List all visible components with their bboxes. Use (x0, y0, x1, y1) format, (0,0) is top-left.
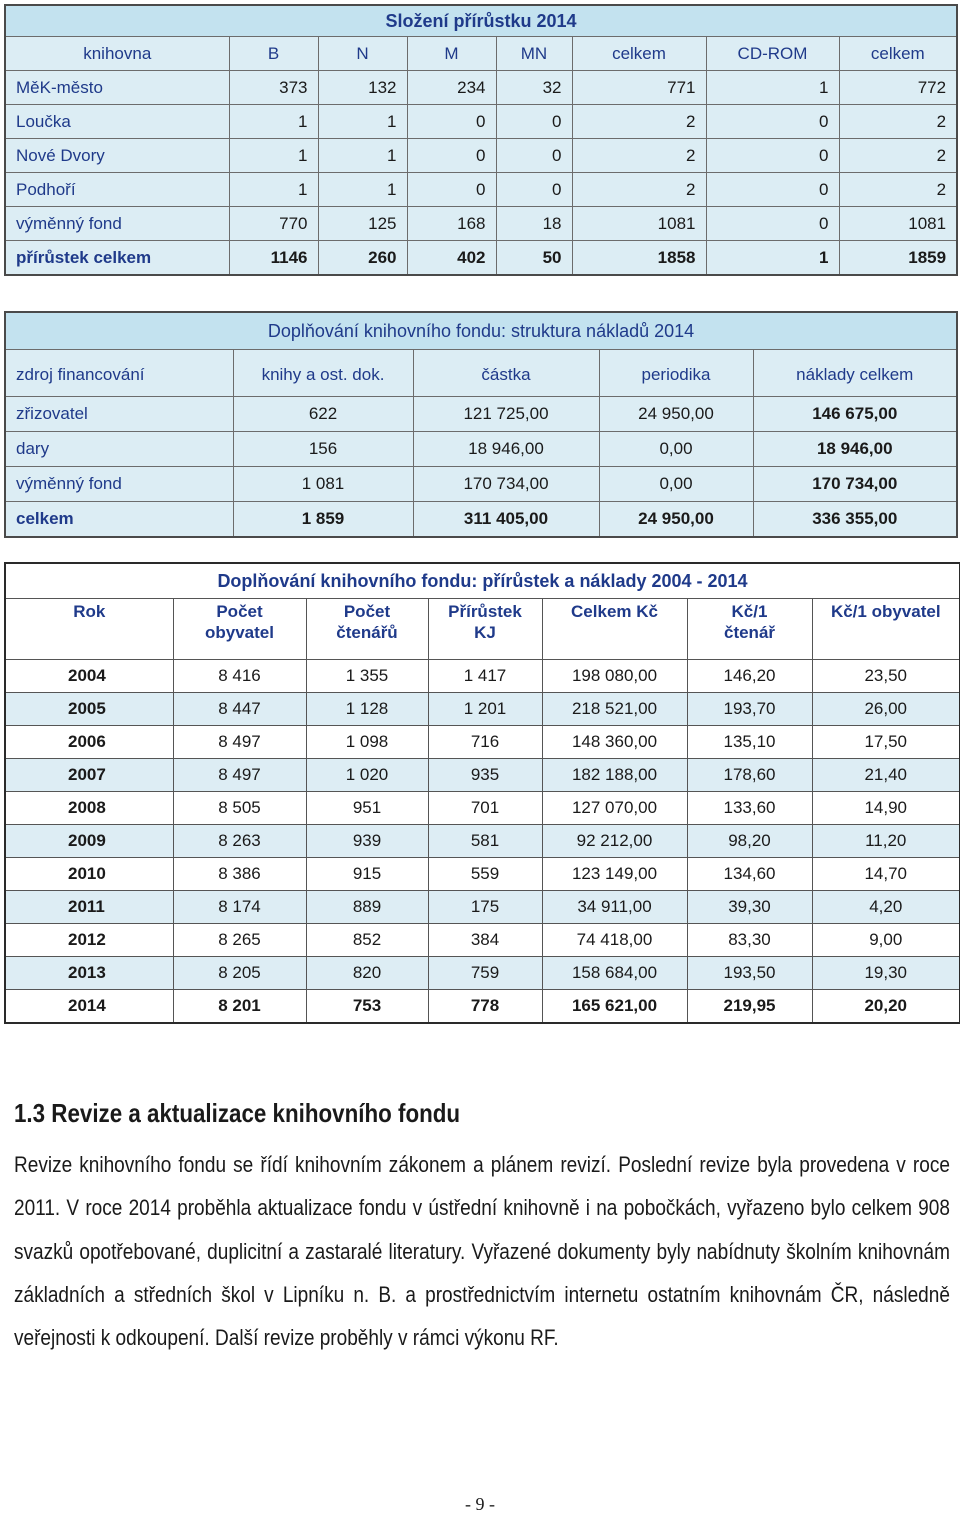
table3-header-line: obyvatel (205, 623, 274, 642)
table1-cell: 18 (496, 207, 572, 241)
table2-cell: 121 725,00 (413, 397, 599, 432)
table3-cell: 1 417 (428, 660, 542, 693)
table3-cell: 123 149,00 (542, 858, 687, 891)
table3-cell: 1 201 (428, 693, 542, 726)
table3-cell: 581 (428, 825, 542, 858)
table2-header: knihy a ost. dok. (233, 350, 413, 397)
table1-cell: 0 (706, 105, 839, 139)
table3-header (306, 599, 428, 660)
table3-cell: 19,30 (812, 957, 960, 990)
table-total-row (5, 990, 960, 1024)
table1-cell: 1859 (839, 241, 957, 276)
table3-cell: 198 080,00 (542, 660, 687, 693)
table-row (5, 173, 957, 207)
table1-cell: 50 (496, 241, 572, 276)
table2-cell: 311 405,00 (413, 502, 599, 538)
table1-cell: 1146 (229, 241, 318, 276)
table3-cell: 8 174 (173, 891, 306, 924)
table1-cell: 1 (318, 173, 407, 207)
table2-cell: 336 355,00 (753, 502, 957, 538)
table1-cell: Loučka (5, 105, 229, 139)
table1-cell: 2 (839, 139, 957, 173)
table3-cell: 14,70 (812, 858, 960, 891)
table3-cell: 935 (428, 759, 542, 792)
table1-cell: přírůstek celkem (5, 241, 229, 276)
table1-header: CD-ROM (706, 37, 839, 71)
table3-header-line: Přírůstek (448, 602, 522, 621)
table1-cell: 1 (706, 71, 839, 105)
table2-title: Doplňování knihovního fondu: struktura nákladů 2014 (5, 312, 957, 350)
table3-header (428, 599, 542, 660)
table3-cell: 83,30 (687, 924, 812, 957)
table2-cell: zřizovatel (5, 397, 233, 432)
table3-cell: 39,30 (687, 891, 812, 924)
table1-cell: výměnný fond (5, 207, 229, 241)
table-row (5, 105, 957, 139)
table3-cell: 2011 (5, 891, 173, 924)
table3-cell: 559 (428, 858, 542, 891)
table3-cell: 74 418,00 (542, 924, 687, 957)
table3-cell: 4,20 (812, 891, 960, 924)
table1-cell: 1 (229, 173, 318, 207)
table1-cell: 0 (496, 173, 572, 207)
table3-header (5, 599, 173, 660)
table2-header-row (5, 350, 957, 397)
table1-cell: 1 (318, 139, 407, 173)
table3-header-line: Celkem Kč (571, 602, 658, 621)
table3-cell: 178,60 (687, 759, 812, 792)
table1-cell: 2 (572, 105, 706, 139)
table2-cell: dary (5, 432, 233, 467)
table3-title: Doplňování knihovního fondu: přírůstek a náklady 2004 - 2014 (5, 563, 960, 599)
table3-header (812, 599, 960, 660)
table1-cell: 0 (706, 139, 839, 173)
table3-cell: 92 212,00 (542, 825, 687, 858)
table3-cell: 820 (306, 957, 428, 990)
table3-cell: 98,20 (687, 825, 812, 858)
table3-cell: 8 265 (173, 924, 306, 957)
table-row (5, 726, 960, 759)
table3-cell: 182 188,00 (542, 759, 687, 792)
table1-cell: 125 (318, 207, 407, 241)
section-heading: 1.3 Revize a aktualizace knihovního fondu (14, 1098, 461, 1128)
table1-cell: 260 (318, 241, 407, 276)
table1-cell: 234 (407, 71, 496, 105)
table2-cell: 1 081 (233, 467, 413, 502)
table1-header: M (407, 37, 496, 71)
table-row (5, 432, 957, 467)
table1-cell: 1 (229, 139, 318, 173)
table3-cell: 148 360,00 (542, 726, 687, 759)
table-row (5, 891, 960, 924)
table3-cell: 193,50 (687, 957, 812, 990)
table3-header (687, 599, 812, 660)
table1-cell: 1 (318, 105, 407, 139)
table2-cell: 0,00 (599, 432, 753, 467)
table3-cell: 165 621,00 (542, 990, 687, 1024)
table3-cell: 753 (306, 990, 428, 1024)
table-row (5, 858, 960, 891)
table3-body (5, 660, 960, 1024)
table2-cell: 0,00 (599, 467, 753, 502)
table3-header-line: čtenář (723, 623, 776, 642)
table3-cell: 23,50 (812, 660, 960, 693)
table2-cell: 1 859 (233, 502, 413, 538)
table1-cell: MěK-město (5, 71, 229, 105)
table3-cell: 8 497 (173, 726, 306, 759)
table1-header: knihovna (5, 37, 229, 71)
table3-cell: 133,60 (687, 792, 812, 825)
table1-cell: 2 (572, 139, 706, 173)
table-row (5, 759, 960, 792)
table3-cell: 852 (306, 924, 428, 957)
table1-title: Složení přírůstku 2014 (5, 5, 957, 37)
table-row (5, 660, 960, 693)
table3-cell: 134,60 (687, 858, 812, 891)
table2-cell: 156 (233, 432, 413, 467)
table3-cell: 2013 (5, 957, 173, 990)
table1-cell: 1858 (572, 241, 706, 276)
table1-cell: 0 (706, 207, 839, 241)
table1-header: MN (496, 37, 572, 71)
table3-cell: 219,95 (687, 990, 812, 1024)
table3-cell: 8 205 (173, 957, 306, 990)
table3-header-line: Počet (343, 602, 391, 621)
table3-cell: 2012 (5, 924, 173, 957)
table3-cell: 20,20 (812, 990, 960, 1024)
table1-cell: 0 (496, 139, 572, 173)
table3-header-line: KJ (474, 623, 496, 642)
table3-cell: 778 (428, 990, 542, 1024)
table1-cell: 168 (407, 207, 496, 241)
table3-header-row (5, 599, 960, 660)
table3-cell: 8 447 (173, 693, 306, 726)
table3-cell: 175 (428, 891, 542, 924)
acquisition-costs-history-table (4, 562, 960, 1024)
table-total-row (5, 502, 957, 538)
table1-cell: 132 (318, 71, 407, 105)
table1-cell: 0 (496, 105, 572, 139)
table3-cell: 889 (306, 891, 428, 924)
table3-cell: 135,10 (687, 726, 812, 759)
table3-header-line: Kč/1 obyvatel (830, 602, 941, 621)
page-number: - 9 - (465, 1494, 495, 1514)
table3-cell: 34 911,00 (542, 891, 687, 924)
table-row (5, 139, 957, 173)
table3-cell: 218 521,00 (542, 693, 687, 726)
table1-cell: 770 (229, 207, 318, 241)
table1-cell: 1081 (839, 207, 957, 241)
table3-header (542, 599, 687, 660)
table2-cell: 170 734,00 (753, 467, 957, 502)
table2-cell: 18 946,00 (413, 432, 599, 467)
table3-header-line: Kč/1 (731, 602, 768, 621)
table3-cell: 17,50 (812, 726, 960, 759)
table-total-row (5, 241, 957, 276)
table2-cell: výměnný fond (5, 467, 233, 502)
table-row (5, 825, 960, 858)
table-row (5, 957, 960, 990)
cost-structure-table (4, 311, 958, 538)
table3-cell: 759 (428, 957, 542, 990)
table2-cell: 622 (233, 397, 413, 432)
table3-cell: 2008 (5, 792, 173, 825)
table3-cell: 8 386 (173, 858, 306, 891)
table3-header-line: Rok (73, 602, 106, 621)
table3-cell: 1 098 (306, 726, 428, 759)
table3-cell: 127 070,00 (542, 792, 687, 825)
table1-header: B (229, 37, 318, 71)
table2-cell: 24 950,00 (599, 502, 753, 538)
table-row (5, 792, 960, 825)
table1-header: celkem (839, 37, 957, 71)
table1-cell: 772 (839, 71, 957, 105)
table3-header-line: Počet (216, 602, 263, 621)
table1-cell: 0 (407, 139, 496, 173)
table3-cell: 158 684,00 (542, 957, 687, 990)
table1-cell: 2 (572, 173, 706, 207)
table1-cell: 373 (229, 71, 318, 105)
table3-cell: 939 (306, 825, 428, 858)
table2-header: náklady celkem (753, 350, 957, 397)
table3-cell: 951 (306, 792, 428, 825)
table1-header: celkem (572, 37, 706, 71)
section-paragraph: Revize knihovního fondu se řídí knihovním zákonem a plánem revizí. Poslední revize byla provedena v roce 2011. V roce 2014 proběhla aktualizace fondu v ústřední knihovně i na pobočkách, vyřazeno bylo celkem 908 svazků opotřebované, duplicitní a zastaralé literatury. Vyřazené dokumenty byly nabídnuty školním knihovnám základních a středních škol v Lipníku n. B. a prostřednictvím internetu ostatním knihovnám ČR, následně veřejnosti k odkoupení. Další revize proběhly v rámci výkonu RF. (14, 1152, 950, 1351)
table3-cell: 21,40 (812, 759, 960, 792)
table3-cell: 716 (428, 726, 542, 759)
table3-cell: 9,00 (812, 924, 960, 957)
table3-cell: 701 (428, 792, 542, 825)
table2-cell: 18 946,00 (753, 432, 957, 467)
table1-cell: 0 (407, 173, 496, 207)
table3-cell: 2009 (5, 825, 173, 858)
table3-cell: 1 020 (306, 759, 428, 792)
table1-cell: 402 (407, 241, 496, 276)
table2-cell: celkem (5, 502, 233, 538)
table-row (5, 397, 957, 432)
table1-cell: 2 (839, 173, 957, 207)
table3-cell: 2007 (5, 759, 173, 792)
table1-cell: Nové Dvory (5, 139, 229, 173)
table-row (5, 71, 957, 105)
table1-cell: 1 (706, 241, 839, 276)
table2-cell: 170 734,00 (413, 467, 599, 502)
table3-cell: 11,20 (812, 825, 960, 858)
table3-cell: 8 497 (173, 759, 306, 792)
table1-cell: Podhoří (5, 173, 229, 207)
table3-cell: 8 263 (173, 825, 306, 858)
table3-cell: 1 128 (306, 693, 428, 726)
table3-cell: 1 355 (306, 660, 428, 693)
table3-cell: 8 201 (173, 990, 306, 1024)
table3-cell: 8 416 (173, 660, 306, 693)
table3-cell: 193,70 (687, 693, 812, 726)
table1-cell: 2 (839, 105, 957, 139)
table3-cell: 146,20 (687, 660, 812, 693)
table3-cell: 14,90 (812, 792, 960, 825)
table1-header-row (5, 37, 957, 71)
table-row (5, 467, 957, 502)
table1-cell: 1081 (572, 207, 706, 241)
table2-header: periodika (599, 350, 753, 397)
table2-cell: 24 950,00 (599, 397, 753, 432)
table1-cell: 0 (706, 173, 839, 207)
table3-cell: 2010 (5, 858, 173, 891)
table2-header: částka (413, 350, 599, 397)
table3-cell: 2014 (5, 990, 173, 1024)
table1-cell: 32 (496, 71, 572, 105)
table-row (5, 693, 960, 726)
table3-header-line: čtenářů (336, 623, 398, 642)
table3-header (173, 599, 306, 660)
table1-cell: 771 (572, 71, 706, 105)
table3-cell: 2004 (5, 660, 173, 693)
table1-cell: 0 (407, 105, 496, 139)
table1-cell: 1 (229, 105, 318, 139)
table2-header: zdroj financování (5, 350, 233, 397)
table3-cell: 8 505 (173, 792, 306, 825)
table3-cell: 2005 (5, 693, 173, 726)
table3-cell: 384 (428, 924, 542, 957)
table3-cell: 2006 (5, 726, 173, 759)
table2-cell: 146 675,00 (753, 397, 957, 432)
table3-cell: 26,00 (812, 693, 960, 726)
table1-header: N (318, 37, 407, 71)
table-row (5, 924, 960, 957)
acquisition-composition-table (4, 4, 958, 276)
table-row (5, 207, 957, 241)
table3-cell: 915 (306, 858, 428, 891)
